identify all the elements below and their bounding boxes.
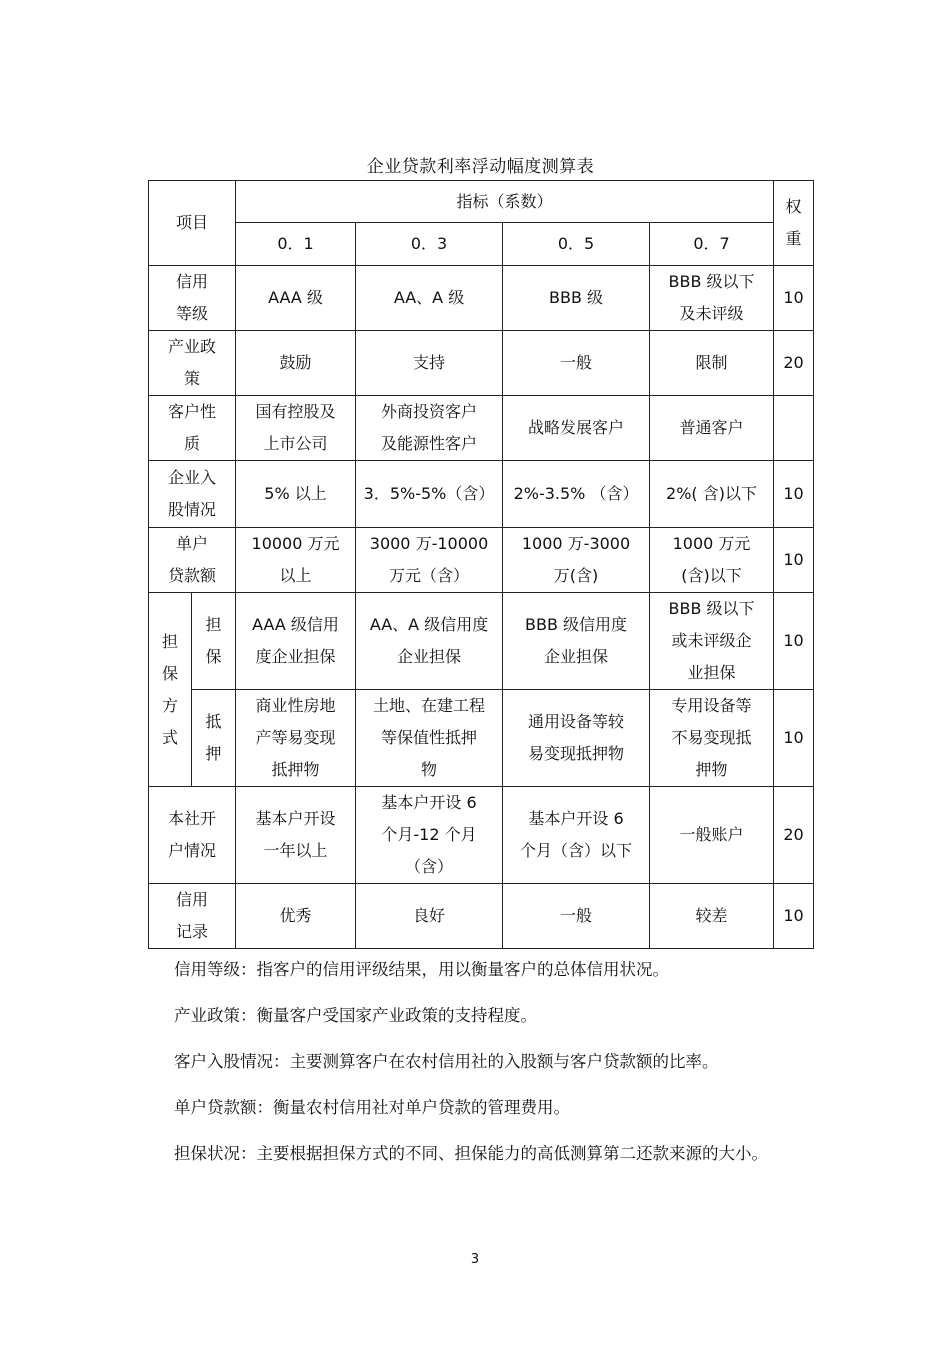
table-title: 企业贷款利率浮动幅度测算表 (366, 157, 595, 177)
note-paragraph: 信用等级：指客户的信用评级结果，用以衡量客户的总体信用状况。 (174, 960, 669, 979)
page-number: 3 (470, 1252, 480, 1267)
weight-cell (774, 396, 814, 461)
weight-cell: 10 (774, 593, 814, 690)
table-row (149, 528, 814, 593)
note-paragraph: 产业政策：衡量客户受国家产业政策的支持程度。 (174, 1006, 537, 1025)
row-label: 单户 贷款额 (149, 528, 236, 593)
header-weight: 权 重 (774, 181, 814, 266)
cell: 鼓励 (236, 331, 356, 396)
cell: 基本户开设 6 个月-12 个月 （含） (356, 787, 503, 884)
header-item: 项目 (149, 181, 236, 266)
cell: 3．5%-5%（含） (356, 461, 503, 528)
cell: BBB 级信用度 企业担保 (503, 593, 650, 690)
cell: 一般账户 (650, 787, 774, 884)
cell: 3000 万-10000 万元（含） (356, 528, 503, 593)
cell: 限制 (650, 331, 774, 396)
cell: 专用设备等 不易变现抵 押物 (650, 690, 774, 787)
notes-section (148, 952, 788, 1182)
row-label: 信用 记录 (149, 884, 236, 949)
cell: AAA 级 (236, 266, 356, 331)
header-indicator: 指标（系数） (236, 181, 774, 223)
cell: 5% 以上 (236, 461, 356, 528)
cell: AA、A 级信用度 企业担保 (356, 593, 503, 690)
cell: 商业性房地 产等易变现 抵押物 (236, 690, 356, 787)
weight-cell: 20 (774, 331, 814, 396)
weight-cell: 10 (774, 528, 814, 593)
table-row (149, 690, 814, 787)
cell: 基本户开设 6 个月（含）以下 (503, 787, 650, 884)
weight-cell: 10 (774, 461, 814, 528)
row-label: 抵 押 (192, 690, 236, 787)
table-row (149, 331, 814, 396)
cell: 良好 (356, 884, 503, 949)
note-paragraph: 担保状况：主要根据担保方式的不同、担保能力的高低测算第二还款来源的大小。 (174, 1144, 768, 1163)
coef-cell: 0．5 (503, 223, 650, 266)
cell: 国有控股及 上市公司 (236, 396, 356, 461)
cell: 2%( 含)以下 (650, 461, 774, 528)
cell: BBB 级以下 或未评级企 业担保 (650, 593, 774, 690)
row-label: 本社开 户情况 (149, 787, 236, 884)
cell: AA、A 级 (356, 266, 503, 331)
cell: BBB 级 (503, 266, 650, 331)
cell: 优秀 (236, 884, 356, 949)
weight-cell: 10 (774, 690, 814, 787)
table-row (149, 396, 814, 461)
table-row (149, 593, 814, 690)
cell: 10000 万元 以上 (236, 528, 356, 593)
cell: 较差 (650, 884, 774, 949)
weight-cell: 20 (774, 787, 814, 884)
cell: BBB 级以下 及未评级 (650, 266, 774, 331)
cell: 通用设备等较 易变现抵押物 (503, 690, 650, 787)
row-label: 信用 等级 (149, 266, 236, 331)
weight-cell: 10 (774, 266, 814, 331)
cell: 基本户开设 一年以上 (236, 787, 356, 884)
cell: 普通客户 (650, 396, 774, 461)
table-row (149, 266, 814, 331)
cell: 战略发展客户 (503, 396, 650, 461)
cell: 一般 (503, 884, 650, 949)
row-label: 产业政 策 (149, 331, 236, 396)
cell: 1000 万-3000 万(含) (503, 528, 650, 593)
coef-cell: 0．1 (236, 223, 356, 266)
cell: 1000 万元 (含)以下 (650, 528, 774, 593)
table-row (149, 884, 814, 949)
guarantee-group-label: 担 保 方 式 (149, 593, 192, 787)
row-label: 客户性 质 (149, 396, 236, 461)
coef-cell: 0．7 (650, 223, 774, 266)
cell: 外商投资客户 及能源性客户 (356, 396, 503, 461)
cell: 一般 (503, 331, 650, 396)
coef-cell: 0．3 (356, 223, 503, 266)
note-paragraph: 单户贷款额：衡量农村信用社对单户贷款的管理费用。 (174, 1098, 570, 1117)
cell: 土地、在建工程 等保值性抵押 物 (356, 690, 503, 787)
table-row (149, 461, 814, 528)
cell: 支持 (356, 331, 503, 396)
cell: 2%-3.5% （含） (503, 461, 650, 528)
table-row (149, 787, 814, 884)
rate-table (148, 180, 814, 949)
row-label: 担 保 (192, 593, 236, 690)
cell: AAA 级信用 度企业担保 (236, 593, 356, 690)
weight-cell: 10 (774, 884, 814, 949)
row-label: 企业入 股情况 (149, 461, 236, 528)
note-paragraph: 客户入股情况：主要测算客户在农村信用社的入股额与客户贷款额的比率。 (174, 1052, 719, 1071)
